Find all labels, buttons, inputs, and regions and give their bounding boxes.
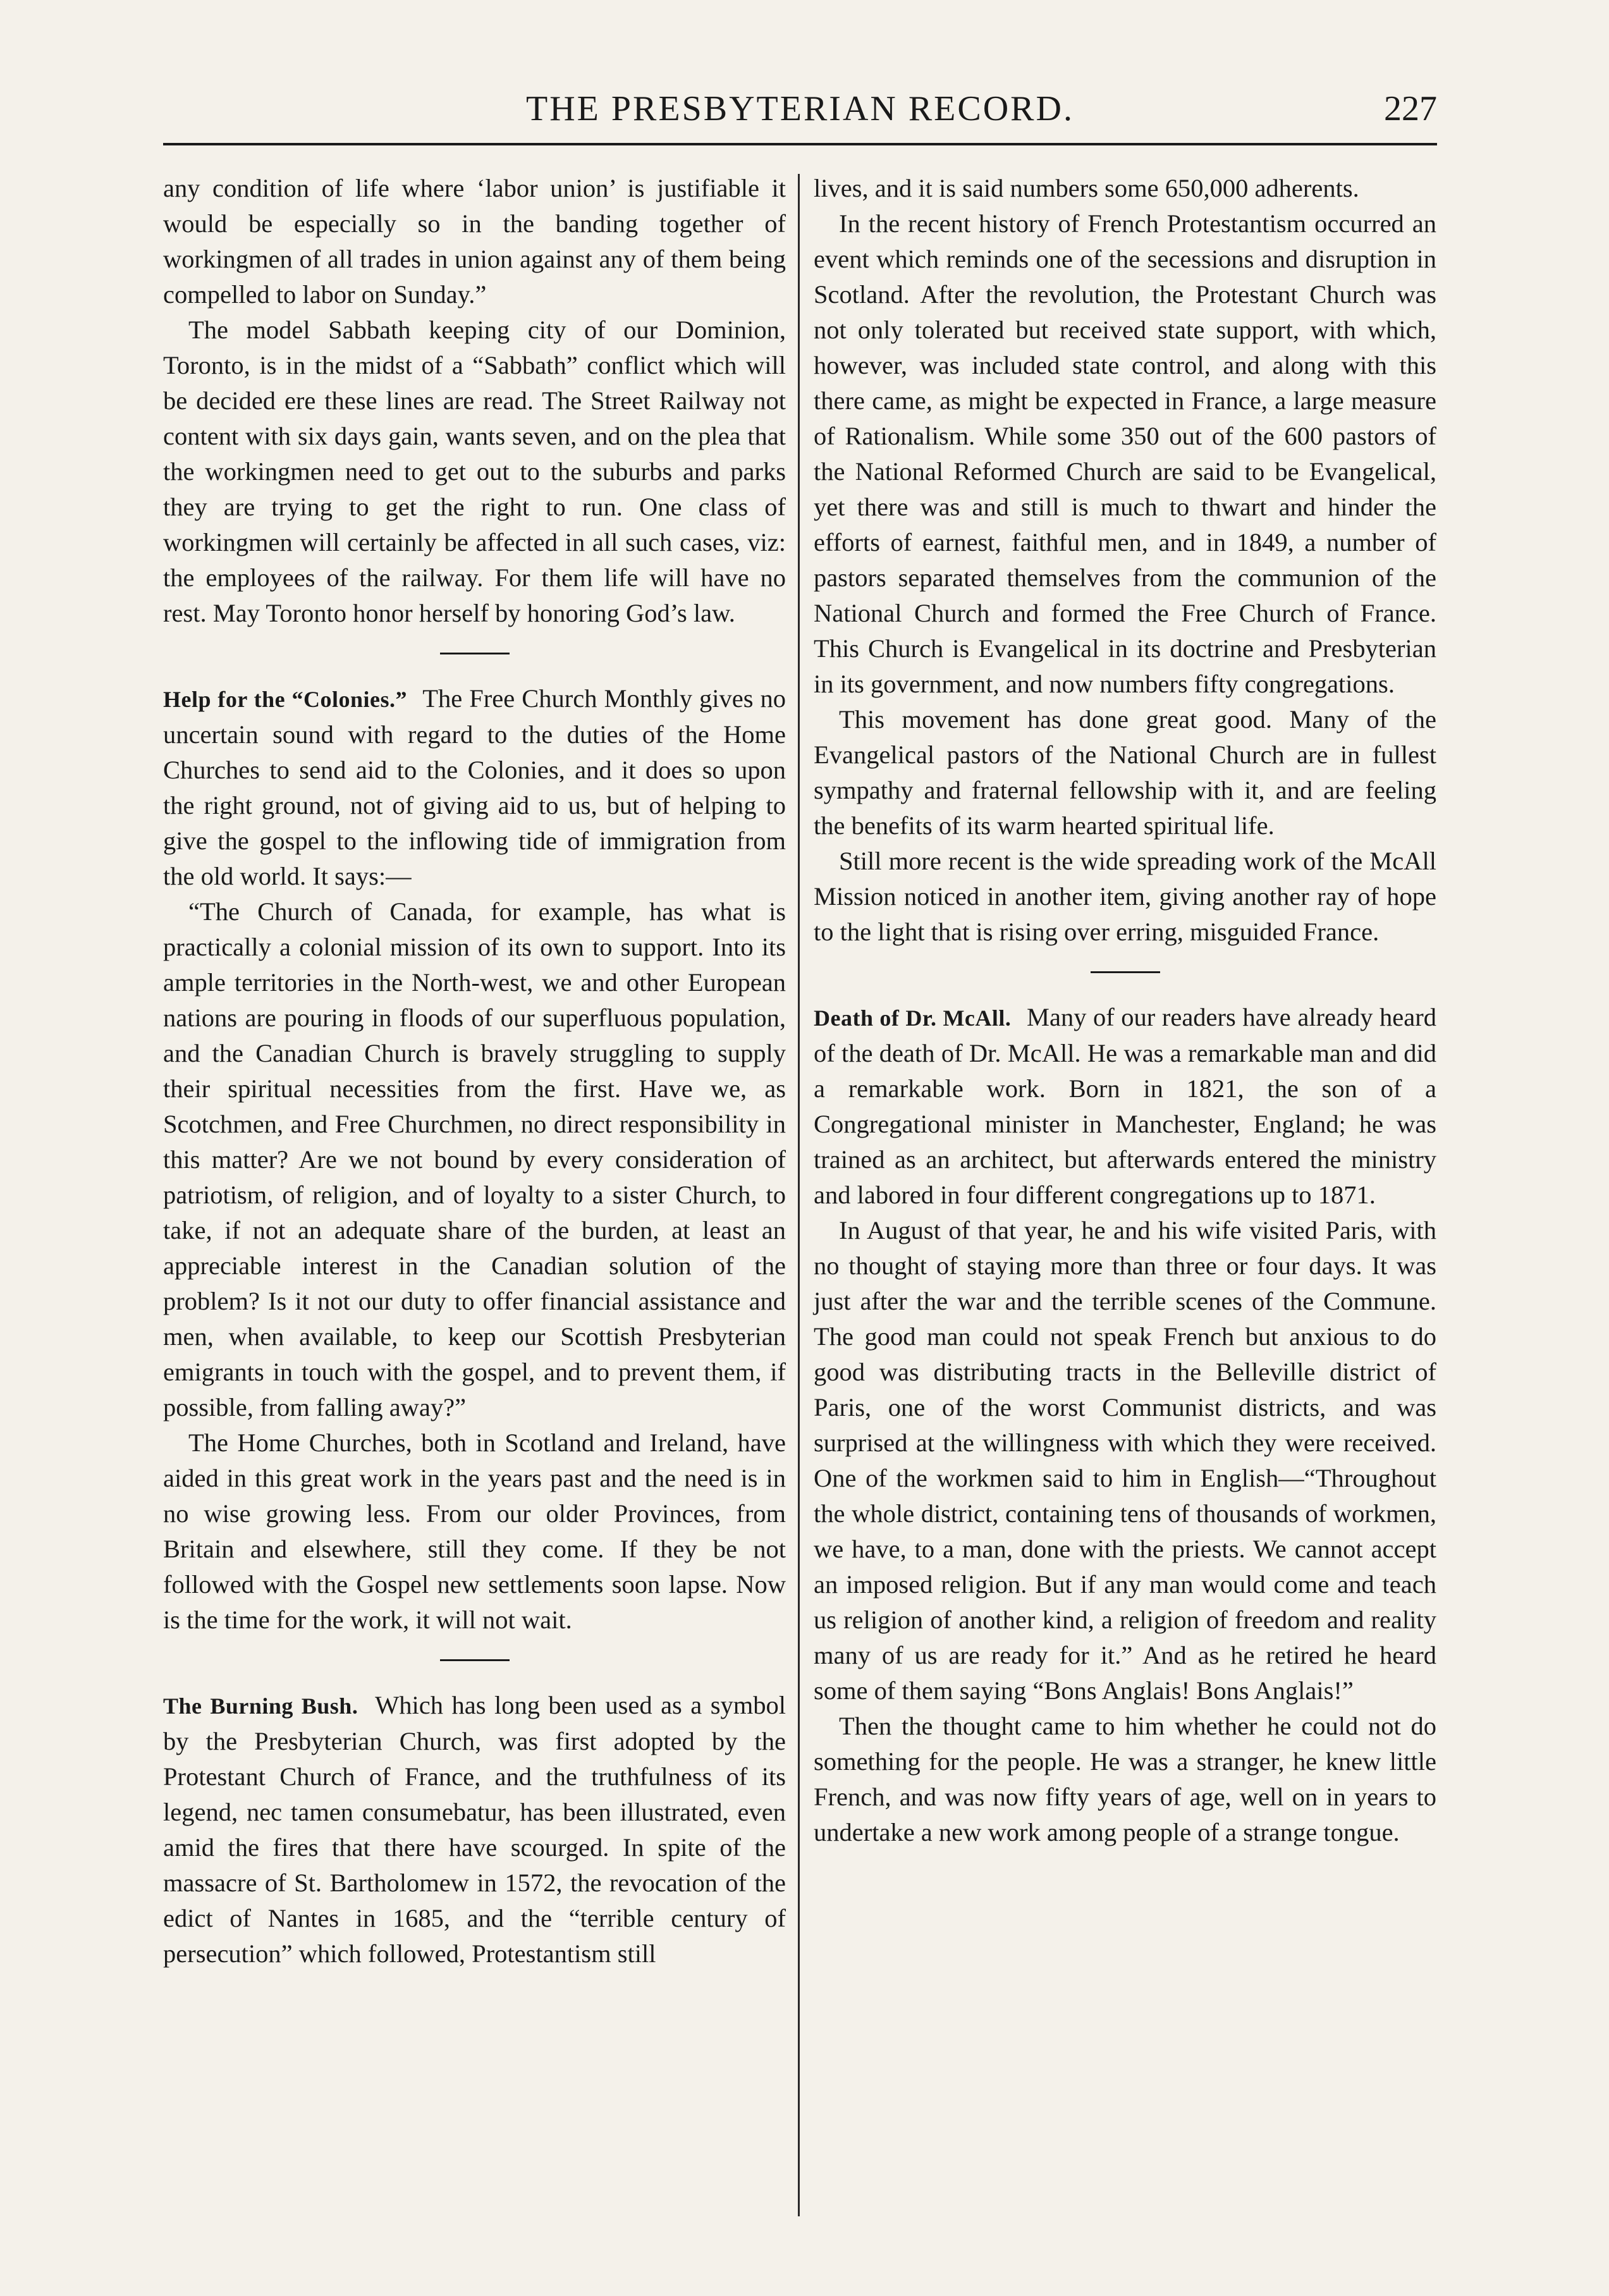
running-title: THE PRESBYTERIAN RECORD.: [526, 89, 1074, 128]
article-text-burning-bush: Which has long been used as a symbol by the Presbyterian Church, was first adopted by the Protestant Church of France, and the truthfulness of its legend, nec tamen consumebatur, has been illustrated, even amid the fires that there have scourged. In spite of the massacre of St. Bartholomew in 1572, the revocation of the edict of Nantes in 1685, and the “terrible century of persecution” which followed, Protestantism still: [163, 1691, 786, 1968]
right-column: [814, 171, 1436, 1850]
section-heading-burning-bush: The Burning Bush.: [163, 1693, 358, 1719]
section-separator: [440, 1659, 510, 1661]
section-heading-death-mcall: Death of Dr. McAll.: [814, 1005, 1012, 1031]
paragraph-new-work: Then the thought came to him whether he could not do something for the people. He was a stranger, he knew little French, and was now fifty years of age, well on in years to undertake a new work among people of a strange tongue.: [814, 1712, 1436, 1846]
column-divider: [798, 174, 800, 2216]
running-header: [163, 75, 1437, 144]
article-death-mcall: [814, 1000, 1436, 1213]
paragraph-toronto-sabbath: The model Sabbath keeping city of our Dominion, Toronto, is in the midst of a “Sabbath” conflict which will be decided ere these lines are read. The Street Railway not content with six days gain, wants seven, and on the plea that the workingmen need to get out to the suburbs and parks they are trying to get the right to run. One class of workingmen will certainly be affected in all such cases, viz: the employees of the railway. For them life will have no rest. May Toronto honor herself by honoring God’s law.: [163, 316, 786, 627]
paragraph-quote-church-canada: “The Church of Canada, for example, has what is practically a colonial mission of its own to support. Into its ample territories in the North-west, we and other European nations are pouring in floods of our superfluous population, and the Canadian Church is bravely struggling to supply their spiritual necessities from the first. Have we, as Scotchmen, and Free Churchmen, no direct responsibility in this matter? Are we not bound by every consideration of patriotism, of religion, and of loyalty to a sister Church, to take, if not an adequate share of the burden, at least an appreciable interest in the Canadian solution of the problem? Is it not our duty to offer financial assistance and men, when available, to keep our Scottish Presbyterian emigrants in touch with the gospel, and to prevent them, if possible, from falling away?”: [163, 897, 786, 1421]
paragraph-home-churches: The Home Churches, both in Scotland and Ireland, have aided in this great work in the years past and the need is in no wise growing less. From our older Provinces, from Britain and elsewhere, still they come. If they be not followed with the Gospel new settlements soon lapse. Now is the time for the work, it will not wait.: [163, 1428, 786, 1634]
paragraph-labor-union: any condition of life where ‘labor union’ is justifiable it would be especially so in the banding together of workingmen of all trades in union against any of them being compelled to labor on Sunday.”: [163, 174, 786, 309]
page-number: 227: [1384, 89, 1437, 128]
section-separator: [440, 653, 510, 654]
paragraph-movement: This movement has done great good. Many of the Evangelical pastors of the National Church are in fullest sympathy and fraternal fellowship with it, and are feeling the benefits of its warm hearted spiritual life.: [814, 705, 1436, 840]
paragraph-french-protestantism: In the recent history of French Protestantism occurred an event which reminds one of the secessions and disruption in Scotland. After the revolution, the Protestant Church was not only tolerated but received state support, with which, however, was included state control, and along with this there came, as might be expected in France, a large measure of Rationalism. While some 350 out of the 600 pastors of the National Reformed Church are said to be Evangelical, yet there was and still is much to thwart and hinder the efforts of earnest, faithful men, and in 1849, a number of pastors separated themselves from the communion of the National Church and formed the Free Church of France. This Church is Evangelical in its doctrine and Presbyterian in its government, and now numbers fifty congregations.: [814, 209, 1436, 698]
paragraph-mcall-mission: Still more recent is the wide spreading work of the McAll Mission noticed in another item, giving another ray of hope to the light that is rising over erring, misguided France.: [814, 847, 1436, 946]
section-heading-help-colonies: Help for the “Colonies.”: [163, 687, 407, 712]
header-rule: [163, 143, 1437, 145]
article-help-colonies: [163, 681, 786, 894]
paragraph-adherents: lives, and it is said numbers some 650,000 adherents.: [814, 174, 1359, 202]
left-column: [163, 171, 786, 1972]
article-text-death-mcall: Many of our readers have already heard of the death of Dr. McAll. He was a remarkable man and did a remarkable work. Born in 1821, the son of a Congregational minister in Manchester, England; he was trained as an architect, but afterwards entered the ministry and labored in four different congregations up to 1871.: [814, 1003, 1436, 1209]
section-separator: [1091, 971, 1160, 973]
paragraph-paris-visit: In August of that year, he and his wife visited Paris, with no thought of staying more than three or four days. It was just after the war and the terrible scenes of the Commune. The good man could not speak French but anxious to do good was distributing tracts in the Belleville district of Paris, one of the worst Communist districts, and was surprised at the willingness with which they were received. One of the workmen said to him in English—“Throughout the whole district, containing tens of thousands of workmen, we have, to a man, done with the priests. We cannot accept an imposed religion. But if any man would come and teach us religion of another kind, a religion of freedom and reality many of us are ready for it.” And as he retired he heard some of them saying “Bons Anglais! Bons Anglais!”: [814, 1216, 1436, 1705]
article-text-help-colonies: The Free Church Monthly gives no uncertain sound with regard to the duties of the Home Churches to send aid to the Colonies, and it does so upon the right ground, not of giving aid to us, but of helping to give the gospel to the inflowing tide of immigration from the old world. It says:—: [163, 684, 786, 890]
article-burning-bush: [163, 1688, 786, 1972]
